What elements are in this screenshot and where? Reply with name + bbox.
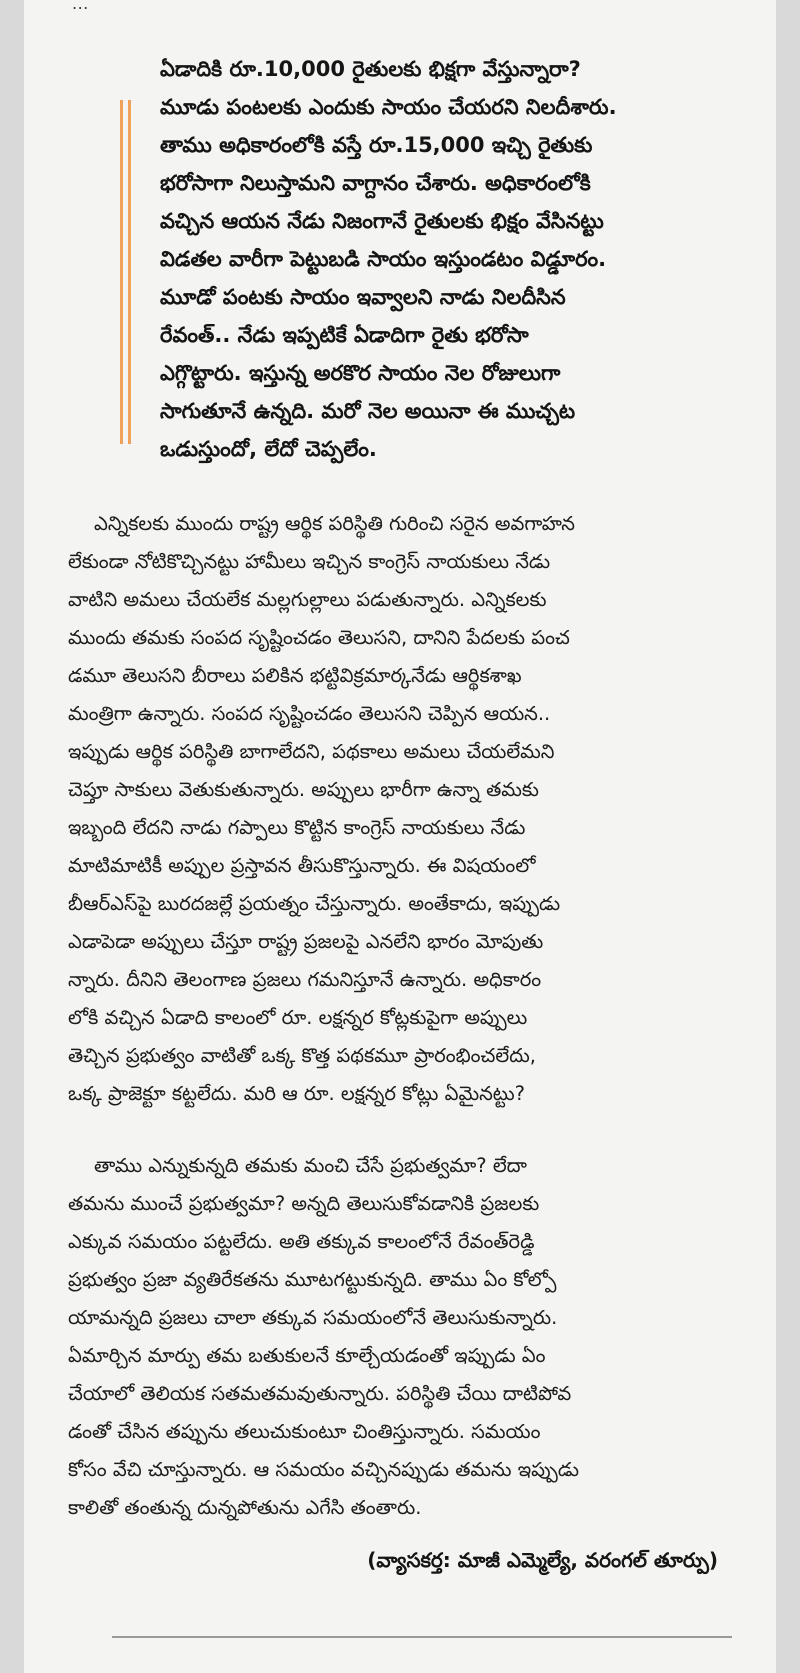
pull-quote-line: ఒడుస్తుందో, లేదో చెప్పలేం. [160,437,377,461]
pull-quote-bar-right [128,100,131,444]
pull-quote-line: ఎగ్గొట్టారు. ఇస్తున్న అరకొర సాయం నెల రోజులుగా [160,361,561,385]
pull-quote-line: మూడు పంటలకు ఎందుకు సాయం చేయరని నిలదీశారు. [160,95,617,119]
paragraph-2-line: యామన్నది ప్రజలు చాలా తక్కువ సమయంలోనే తెలుసుకున్నారు. [68,1306,558,1329]
paragraph-1-line: బీఆర్ఎస్‌పై బురదజల్లే ప్రయత్నం చేస్తున్నారు. అంతేకాదు, ఇప్పుడు [68,892,561,915]
paragraph-2-line: కోసం వేచి చూస్తున్నారు. ఆ సమయం వచ్చినప్పుడు తమను ఇప్పుడు [68,1458,580,1481]
paragraph-1-line: ఇప్పుడు ఆర్థిక పరిస్థితి బాగాలేదని, పథకాలు అమలు చేయలేమని [68,740,555,763]
header-fragment: ... [72,0,89,13]
paragraph-1-line: ఇబ్బంది లేదని నాడు గప్పాలు కొట్టిన కాంగ్రెస్ నాయకులు నేడు [68,816,526,839]
paragraph-2-line: ఎక్కువ సమయం పట్టలేదు. అతి తక్కువ కాలంలోనే రేవంత్‌రెడ్డి [68,1230,535,1253]
author-byline: (వ్యాసకర్త: మాజీ ఎమ్మెల్యే, వరంగల్ తూర్పు) [367,1548,718,1572]
paragraph-1-line: ఒక్క ప్రాజెక్టూ కట్టలేదు. మరి ఆ రూ. లక్షన్నర కోట్లు ఏమైనట్టు? [68,1082,525,1105]
paragraph-2-line: తాము ఎన్నుకున్నది తమకు మంచి చేసే ప్రభుత్వమా? లేదా [94,1154,527,1177]
paragraph-2-line: కాలితో తంతున్న దున్నపోతును ఎగేసి తంతారు. [68,1496,422,1519]
paragraph-1-line: ఎడాపెడా అప్పులు చేస్తూ రాష్ట్ర ప్రజలపై ఎనలేని భారం మోపుతు [68,930,544,953]
pull-quote-line: రేవంత్.. నేడు ఇప్పటికే ఏడాదిగా రైతు భరోసా [160,323,529,347]
paragraph-1-line: మాటిమాటికీ అప్పుల ప్రస్తావన తీసుకొస్తున్నారు. ఈ విషయంలో [68,854,536,877]
paragraph-1-line: న్నారు. దీనిని తెలంగాణ ప్రజలు గమనిస్తూనే ఉన్నారు. అధికారం [68,968,542,991]
paragraph-2-line: ప్రభుత్వం ప్రజా వ్యతిరేకతను మూటగట్టుకున్నది. తాము ఏం కోల్పో [68,1268,557,1291]
paragraph-2-line: డంతో చేసిన తప్పును తలుచుకుంటూ చింతిస్తున్నారు. సమయం [68,1420,541,1443]
pull-quote-line: తాము అధికారంలోకి వస్తే రూ.15,000 ఇచ్చి రైతుకు [160,133,593,157]
pull-quote-accent-bars [120,100,134,444]
paragraph-1-line: చెప్తూ సాకులు వెతుకుతున్నారు. అప్పులు భారీగా ఉన్నా తమకు [68,778,539,801]
pull-quote-line: ఏడాదికి రూ.10,000 రైతులకు భిక్షగా వేస్తున్నారా? [160,57,581,81]
pull-quote-line: వచ్చిన ఆయన నేడు నిజంగానే రైతులకు భిక్షం వేసినట్టు [160,209,604,233]
paragraph-2-line: తమను ముంచే ప్రభుత్వమా? అన్నది తెలుసుకోవడానికి ప్రజలకు [68,1192,540,1215]
paragraph-2-line: చేయాలో తెలియక సతమతమవుతున్నారు. పరిస్థితి చేయి దాటిపోవ [68,1382,572,1405]
pull-quote-line: మూడో పంటకు సాయం ఇవ్వాలని నాడు నిలదీసిన [160,285,566,309]
paragraph-1-line: డమూ తెలుసని బీరాలు పలికిన భట్టివిక్రమార్కనేడు ఆర్థికశాఖ [68,664,522,687]
pull-quote-line: భరోసాగా నిలుస్తామని వాగ్దానం చేశారు. అధికారంలోకి [160,171,591,195]
paragraph-1-line: ముందు తమకు సంపద సృష్టించడం తెలుసని, దానిని పేదలకు పంచ [68,626,570,649]
paragraph-1-line: ఎన్నికలకు ముందు రాష్ట్ర ఆర్థిక పరిస్థితి గురించి సరైన అవగాహన [94,512,575,535]
pull-quote-line: సాగుతూనే ఉన్నది. మరో నెల అయినా ఈ ముచ్చట [160,399,576,423]
paragraph-1-line: లేకుండా నోటికొచ్చినట్టు హామీలు ఇచ్చిన కాంగ్రెస్ నాయకులు నేడు [68,550,551,573]
paragraph-1-line: వాటిని అమలు చేయలేక మల్లగుల్లాలు పడుతున్నారు. ఎన్నికలకు [68,588,547,611]
article-page [24,0,776,1673]
paragraph-1-line: లోకి వచ్చిన ఏడాది కాలంలో రూ. లక్షన్నర కోట్లకుపైగా అప్పులు [68,1006,528,1029]
pull-quote-bar-left [120,100,123,444]
bottom-divider [112,1636,732,1638]
paragraph-1-line: మంత్రిగా ఉన్నారు. సంపద సృష్టించడం తెలుసని చెప్పిన ఆయన.. [68,702,551,725]
pull-quote-line: విడతల వారీగా పెట్టుబడి సాయం ఇస్తుండటం విడ్డూరం. [160,247,607,271]
paragraph-1-line: తెచ్చిన ప్రభుత్వం వాటితో ఒక్క కొత్త పథకమూ ప్రారంభించలేదు, [68,1044,536,1067]
paragraph-2-line: ఏమార్చిన మార్పు తమ బతుకులనే కూల్చేయడంతో ఇప్పుడు ఏం [68,1344,546,1367]
